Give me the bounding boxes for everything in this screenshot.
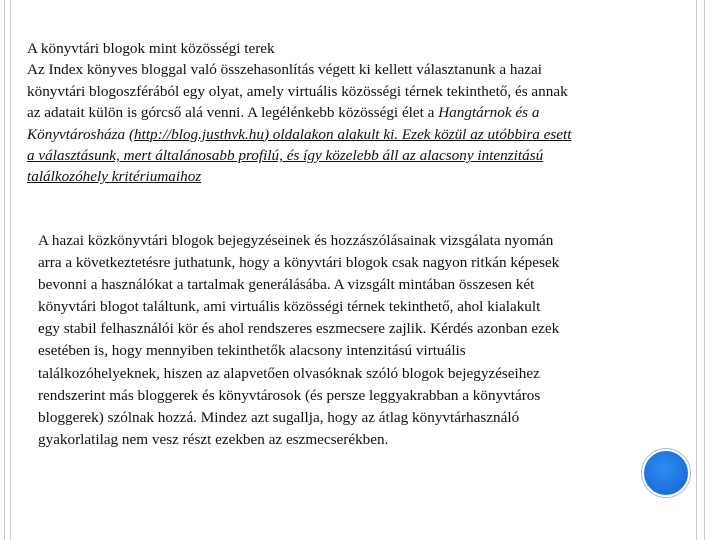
intro-line-6: találkozóhely kritériumaihoz <box>27 168 202 186</box>
intro-line-4 <box>27 124 677 145</box>
intro-line-3-text: az adatait külön is górcső alá venni. A legélénkebb közösségi élet a <box>27 104 439 122</box>
paragraph-line: rendszerint más bloggerek és könyvtárosok (és persze leggyakrabban a könyvtáros <box>38 386 541 404</box>
intro-line-2: könyvtári blogoszférából egy olyat, amely virtuális közösségi térnek tekinthető, és annak <box>27 82 568 100</box>
frame-line-left-outer <box>4 0 5 540</box>
slide-title: A könyvtári blogok mint közösségi terek <box>27 40 275 57</box>
paragraph-line: arra a következtetésre juthatunk, hogy a könyvtári blogok csak nagyon ritkán képesek <box>38 254 560 272</box>
paragraph-line: egy stabil felhasználói kör és ahol rendszeres eszmecsere zajlik. Kérdés azonban ezek <box>38 320 560 338</box>
blog-name-hangtarnok: Hangtárnok és a <box>438 104 540 122</box>
frame-line-left-inner <box>10 0 11 540</box>
paragraph-line: gyakorlatilag nem vesz részt ezekben az eszmecserékben. <box>38 430 389 448</box>
paragraph-line: bloggerek) szólnak hozzá. Mindez azt sugallja, hogy az átlag könyvtárhasználó <box>38 408 520 426</box>
intro-line-3 <box>27 102 677 123</box>
blog-name-konyvtaroshaza: Könyvtárosháza ( <box>27 125 135 143</box>
paragraph-line: bevonni a használókat a tartalmak generálásába. A vizsgált mintában összesen két <box>38 276 535 294</box>
paragraph-line: A hazai közkönyvtári blogok bejegyzéseinek és hozzászólásainak vizsgálata nyomán <box>38 232 554 249</box>
blog-link[interactable]: http://blog.justhvk.hu <box>134 125 264 143</box>
intro-line-5: a választásunk, mert általánosabb profilú, és így közelebb áll az alacsony intenzitású <box>27 147 544 165</box>
decorative-circle-icon <box>642 449 690 497</box>
intro-line-4-rest: ) oldalakon alakult ki. Ezek közül az utóbbira esett <box>263 125 572 143</box>
frame-line-right-inner <box>696 0 697 540</box>
paragraph-line: esetében is, hogy mennyiben tekinthetők alacsony intenzitású virtuális <box>38 342 466 360</box>
paragraph-line: találkozóhelyeknek, hiszen az alapvetően olvasóknak szóló blogok bejegyzéseihez <box>38 364 540 382</box>
intro-block <box>27 38 677 188</box>
paragraph-line: könyvtári blogot találtunk, ami virtuális közösségi térnek tekinthető, ahol kialakult <box>38 298 541 316</box>
main-paragraph <box>38 230 688 451</box>
intro-line-1: Az Index könyves bloggal való összehasonlítás végett ki kellett választanunk a hazai <box>27 61 542 79</box>
frame-line-right-outer <box>704 0 705 540</box>
